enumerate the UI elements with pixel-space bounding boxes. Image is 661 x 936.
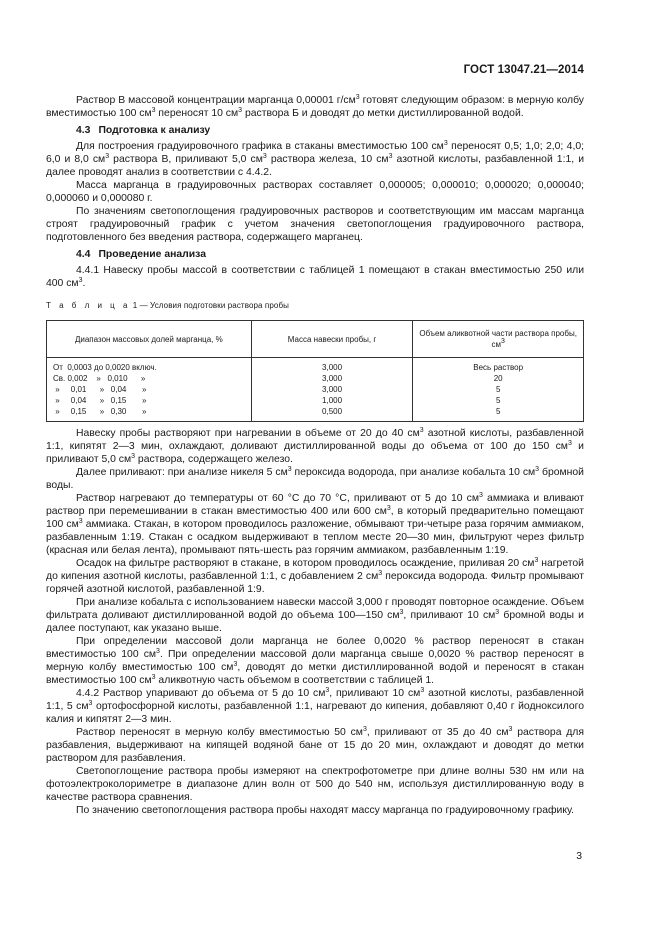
table-cell: 3,000 — [251, 384, 413, 395]
paragraph: Раствор нагревают до температуры от 60 °С до 70 °С, приливают от 5 до 10 $см^3$ аммиака и вливают раствор при перемешивании в стакан вместимостью 400 или 600 $см^3$, в который предварительно помещают 100 $см^3$ аммиака. Стакан, в котором проводилось разложение, обмывают три-четыре раза горячим аммиаком, разбавленным 1:19. Стакан с осадком выдерживают в теплом месте 20—30 мин, фильтруют через фильтр (красная или белая лента), промывают пять-шесть раз горячим аммиаком, разбавленным 1:19. — [46, 492, 585, 556]
document-header: ГОСТ 13047.21—2014 — [463, 64, 584, 76]
table-cell: 5 — [413, 406, 584, 422]
table-cell: 5 — [413, 384, 584, 395]
paragraph: Светопоглощение раствора пробы измеряют на спектрофотометре при длине волны 530 нм или на фотоэлектроколориметре в диапазоне длин волн от 500 до 540 нм, используя дистиллированную воду в качестве раствора сравнения. — [46, 766, 584, 803]
table-row — [47, 384, 584, 395]
paragraph: Навеску пробы растворяют при нагревании в объеме от 20 до 40 $см^3$ азотной кислоты, разбавленной 1:1, кипятят 2—3 мин, охлаждают, доливают дистиллированной воды до объема от 100 до 150 $см^3$ и приливают 5,0 $см^3$ раствора, содержащего железо. — [46, 427, 584, 465]
column-header: Диапазон массовых долей марганца, % — [47, 321, 252, 358]
column-header: Объем аликвотной части раствора пробы, $см^3$ — [413, 321, 584, 358]
table-caption — [46, 299, 584, 312]
paragraph: Раствор переносят в мерную колбу вместимостью 50 $см^3$, приливают от 35 до 40 $см^3$ раствора для разбавления, выдерживают на кипящей водяной бане от 15 до 20 мин, охлаждают и доводят до метки раствором для разбавления. — [46, 726, 584, 764]
column-header: Масса навески пробы, г — [251, 321, 413, 358]
section-number: 4.3 — [76, 125, 91, 136]
section-title: Подготовка к анализу — [98, 125, 211, 136]
table-row — [47, 395, 584, 406]
paragraph: По значениям светопоглощения градуировочных растворов и соответствующим им массам марганца строят градуировочный график с учетом значения светопоглощения градуировочного раствора, подготовленного без введения раствора, содержащего марганец. — [46, 206, 584, 243]
page-number: 3 — [576, 851, 582, 862]
paragraph: При определении массовой доли марганца не более 0,0020 % раствор переносят в стакан вместимостью 100 $см^3$. При определении массовой доли марганца свыше 0,0020 % раствор переносят в мерную колбу вместимостью 100 $см^3$, доводят до метки дистиллированной водой и переносят в стакан вместимостью 100 $см^3$ аликвотную часть объемом в соответствии с таблицей 1. — [46, 636, 585, 686]
table-row — [47, 358, 584, 374]
table-row — [47, 373, 584, 384]
paragraph: Для построения градуировочного графика в стаканы вместимостью 100 $см^3$ переносят 0,5; 1,0; 2,0; 4,0; 6,0 и 8,0 $см^3$ раствора В, приливают 5,0 $см^3$ раствора железа, 10 $см^3$ азотной кислоты, разбавленной 1:1, и далее проводят анализ в соответствии с 4.4.2. — [46, 140, 584, 178]
conditions-table — [46, 320, 584, 422]
paragraph: Осадок на фильтре растворяют в стакане, в котором проводилось осаждение, приливая 20 $см^3$ нагретой до кипения азотной кислоты, разбавленной 1:1, с добавлением 2 $см^3$ пероксида водорода. Фильтр промывают горячей азотной кислотой, разбавленной 1:9. — [46, 557, 585, 595]
document-body — [46, 94, 584, 817]
table-cell: » 0,01 » 0,04 » — [47, 384, 252, 395]
section-number: 4.4 — [76, 249, 91, 260]
section-heading-4-4 — [76, 248, 584, 261]
table-cell: » 0,04 » 0,15 » — [47, 395, 252, 406]
table-cell: 3,000 — [251, 358, 413, 374]
paragraph: По значению светопоглощения раствора пробы находят массу марганца по градуировочному графику. — [76, 805, 575, 816]
table-cell: 3,000 — [251, 373, 413, 384]
table-cell: 20 — [413, 373, 584, 384]
section-heading-4-3 — [76, 124, 584, 137]
table-caption-prefix: Т а б л и ц а — [46, 301, 131, 310]
section-title: Проведение анализа — [98, 249, 206, 260]
paragraph: Далее приливают: при анализе никеля 5 $см^3$ пероксида водорода, при анализе кобальта 10 $см^3$ бромной воды. — [46, 466, 584, 491]
paragraph: Раствор В массовой концентрации марганца 0,00001 $г/см^3$ готовят следующим образом: в мерную колбу вместимостью 100 $см^3$ переносят 10 $см^3$ раствора Б и доводят до метки дистиллированной водой. — [46, 94, 584, 119]
table-header-row — [47, 321, 584, 358]
table-row — [47, 406, 584, 422]
table-cell: 1,000 — [251, 395, 413, 406]
table-cell: 0,500 — [251, 406, 413, 422]
table-cell: 5 — [413, 395, 584, 406]
table-cell: » 0,15 » 0,30 » — [47, 406, 252, 422]
paragraph: Масса марганца в градуировочных растворах составляет 0,000005; 0,000010; 0,000020; 0,000040; 0,000060 и 0,000080 г. — [46, 180, 584, 204]
table-cell: От 0,0003 до 0,0020 включ. — [47, 358, 252, 374]
paragraph: 4.4.2 Раствор упаривают до объема от 5 до 10 $см^3$, приливают 10 $см^3$ азотной кислоты, разбавленной 1:1, 5 $см^3$ ортофосфорной кислоты, разбавленной 1:1, нагревают до кипения, добавляют 0,40 г йодноксилого калия и кипятят 2—3 мин. — [46, 687, 584, 725]
table-cell: Весь раствор — [413, 358, 584, 374]
table-cell: Св. 0,002 » 0,010 » — [47, 373, 252, 384]
paragraph: 4.4.1 Навеску пробы массой в соответствии с таблицей 1 помещают в стакан вместимостью 250 или 400 $см^3$. — [46, 265, 584, 289]
table-caption-text: 1 — Условия подготовки раствора пробы — [132, 301, 289, 310]
paragraph: При анализе кобальта с использованием навески массой 3,000 г проводят повторное осаждение. Объем фильтрата доливают дистиллированной водой до объема 100—150 $см^3$, приливают 10 $см^3$ бромной воды и далее поступают, как указано выше. — [46, 597, 584, 634]
